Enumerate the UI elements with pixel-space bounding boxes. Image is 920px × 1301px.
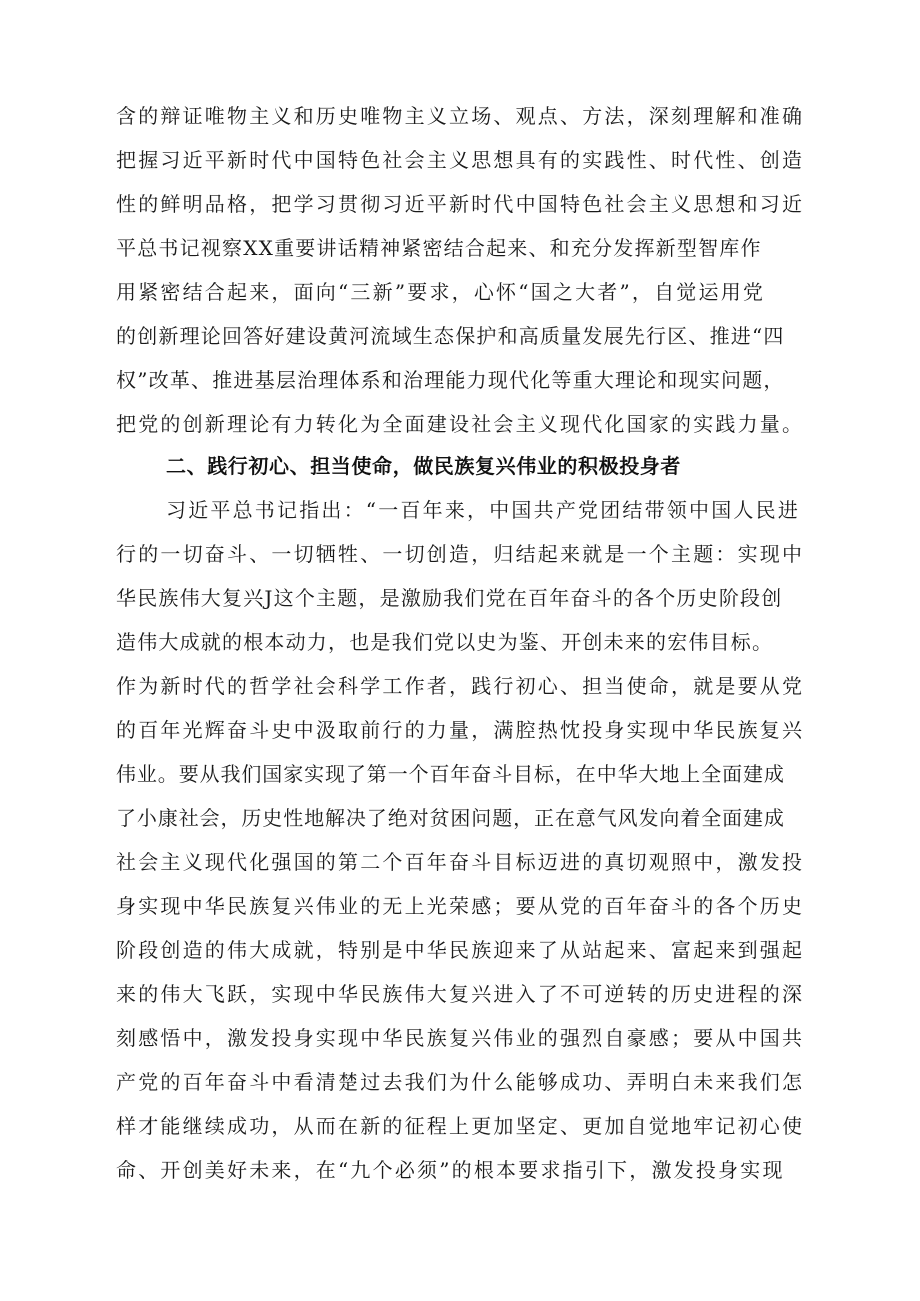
- paragraph2-line-1: 习近平总书记指出：“一百年来，中国共产党团结带领中国人民进: [166, 498, 801, 522]
- section-heading: 二、践行初心、担当使命，做民族复兴伟业的积极投身者: [166, 454, 681, 478]
- paragraph2-line-15: 样才能继续成功，从而在新的征程上更加坚定、更加自觉地牢记初心使: [116, 1114, 805, 1138]
- paragraph1-line-4: 平总书记视察XX重要讲话精神紧密结合起来、和充分发挥新型智库作: [116, 236, 762, 260]
- paragraph2-line-8: 了小康社会，历史性地解决了绝对贫困问题，正在意气风发向着全面建成: [116, 806, 785, 830]
- paragraph2-line-14: 产党的百年奋斗中看清楚过去我们为什么能够成功、弄明白未来我们怎: [116, 1070, 805, 1094]
- paragraph2-line-12: 来的伟大飞跃，实现中华民族伟大复兴进入了不可逆转的历史进程的深: [116, 982, 805, 1006]
- paragraph2-line-10: 身实现中华民族复兴伟业的无上光荣感；要从党的百年奋斗的各个历史: [116, 894, 805, 918]
- paragraph2-line-13: 刻感悟中，激发投身实现中华民族复兴伟业的强烈自豪感；要从中国共: [116, 1026, 805, 1050]
- paragraph1-line-6: 的创新理论回答好建设黄河流域生态保护和高质量发展先行区、推进“四: [116, 324, 785, 348]
- paragraph2-line-7: 伟业。要从我们国家实现了第一个百年奋斗目标，在中华大地上全面建成: [116, 762, 785, 786]
- paragraph1-line-2: 把握习近平新时代中国特色社会主义思想具有的实践性、时代性、创造: [116, 148, 805, 172]
- paragraph2-line-5: 作为新时代的哲学社会科学工作者，践行初心、担当使命，就是要从党: [116, 674, 805, 698]
- paragraph1-line-3: 性的鲜明品格，把学习贯彻习近平新时代中国特色社会主义思想和习近: [116, 192, 805, 216]
- paragraph2-line-6: 的百年光辉奋斗史中汲取前行的力量，满腔热忱投身实现中华民族复兴: [116, 718, 805, 742]
- paragraph2-line-2: 行的一切奋斗、一切牺牲、一切创造，归结起来就是一个主题：实现中: [116, 542, 805, 566]
- paragraph2-line-9: 社会主义现代化强国的第二个百年奋斗目标迈进的真切观照中，激发投: [116, 850, 805, 874]
- paragraph2-line-16: 命、开创美好未来，在“九个必须”的根本要求指引下，激发投身实现: [116, 1158, 785, 1182]
- paragraph1-line-8: 把党的创新理论有力转化为全面建设社会主义现代化国家的实践力量。: [116, 412, 805, 436]
- paragraph2-line-4: 造伟大成就的根本动力，也是我们党以史为鉴、开创未来的宏伟目标。: [116, 630, 774, 654]
- paragraph1-line-5: 用紧密结合起来，面向“三新”要求，心怀“国之大者”，自觉运用党: [116, 280, 766, 304]
- paragraph2-line-3: 华民族伟大复兴J这个主题，是激励我们党在百年奋斗的各个历史阶段创: [116, 586, 783, 610]
- paragraph1-line-1: 含的辩证唯物主义和历史唯物主义立场、观点、方法，深刻理解和准确: [116, 104, 805, 128]
- paragraph1-line-7: 权”改革、推进基层治理体系和治理能力现代化等重大理论和现实问题，: [116, 368, 785, 392]
- paragraph2-line-11: 阶段创造的伟大成就，特别是中华民族迎来了从站起来、富起来到强起: [116, 938, 805, 962]
